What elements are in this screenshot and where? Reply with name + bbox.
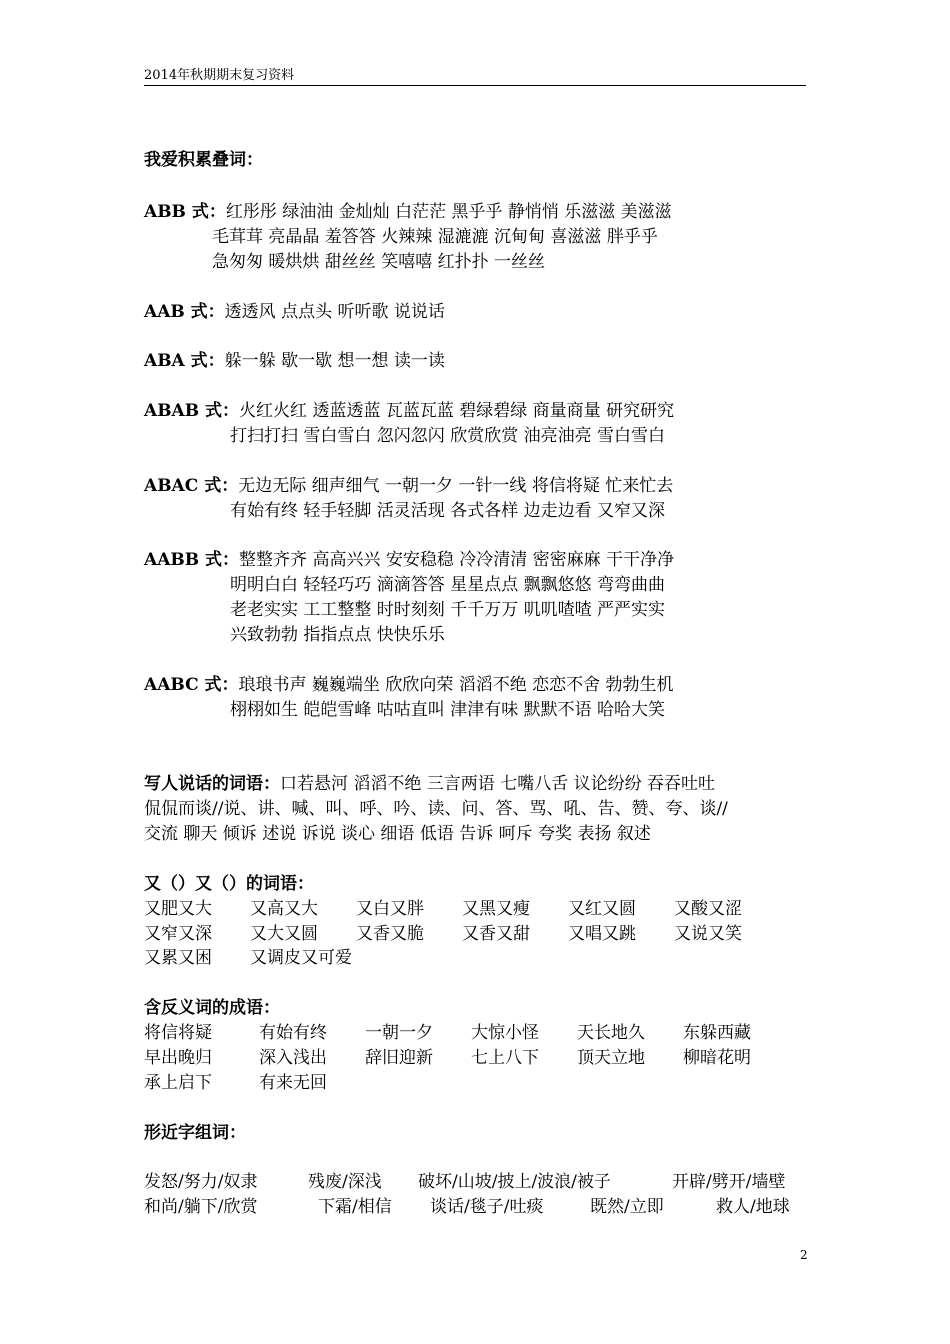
antonym-idiom: 七上八下 bbox=[471, 1048, 539, 1068]
you-word: 又窄又深 bbox=[144, 924, 212, 944]
abac-label: ABAC 式： bbox=[144, 476, 239, 496]
antonym-idiom: 天长地久 bbox=[577, 1023, 645, 1043]
similar-group: 既然/立即 bbox=[590, 1197, 664, 1217]
antonym-section-title: 含反义词的成语： bbox=[144, 998, 280, 1018]
aabc-words: 琅琅书声 巍巍端坐 欣欣向荣 滔滔不绝 恋恋不舍 勃勃生机 bbox=[238, 675, 674, 695]
aabb-line-4: 兴致勃勃 指指点点 快快乐乐 bbox=[230, 625, 445, 645]
antonym-row-1 bbox=[144, 1021, 751, 1045]
antonym-idiom: 顶天立地 bbox=[577, 1048, 645, 1068]
abb-line-2: 毛茸茸 亮晶晶 羞答答 火辣辣 湿漉漉 沉甸甸 喜滋滋 胖乎乎 bbox=[212, 227, 658, 247]
abac-line-2: 有始有终 轻手轻脚 活灵活现 各式各样 边走边看 又窄又深 bbox=[230, 501, 666, 521]
abab-line-2: 打扫打扫 雪白雪白 忽闪忽闪 欣赏欣赏 油亮油亮 雪白雪白 bbox=[230, 426, 666, 446]
you-word: 又香又甜 bbox=[462, 924, 530, 944]
page-header: 2014年秋期期末复习资料 bbox=[144, 68, 295, 83]
similar-group: 发怒/努力/奴隶 bbox=[144, 1172, 258, 1192]
section-title-overlap-words: 我爱积累叠词： bbox=[144, 150, 263, 170]
speech-label: 写人说话的词语： bbox=[144, 774, 280, 794]
you-word: 又唱又跳 bbox=[568, 924, 636, 944]
aabb-line-1 bbox=[144, 548, 674, 572]
you-row-3 bbox=[144, 946, 352, 970]
similar-group: 开辟/劈开/墙壁 bbox=[672, 1172, 786, 1192]
page-number: 2 bbox=[800, 1248, 808, 1262]
speech-line-2: 侃侃而谈//说、讲、喊、叫、呼、吟、读、问、答、骂、吼、告、赞、夸、谈// bbox=[144, 799, 728, 819]
you-section-title: 又（）又（）的词语： bbox=[144, 874, 314, 894]
speech-line-3: 交流 聊天 倾诉 述说 诉说 谈心 细语 低语 告诉 呵斥 夸奖 表扬 叙述 bbox=[144, 824, 651, 844]
speech-words: 口若悬河 滔滔不绝 三言两语 七嘴八舌 议论纷纷 吞吞吐吐 bbox=[280, 774, 716, 794]
antonym-idiom: 有来无回 bbox=[259, 1073, 327, 1093]
you-word: 又大又圆 bbox=[250, 924, 318, 944]
you-word: 又高又大 bbox=[250, 899, 318, 919]
antonym-idiom: 大惊小怪 bbox=[471, 1023, 539, 1043]
aabc-line-1 bbox=[144, 673, 674, 697]
antonym-idiom: 深入浅出 bbox=[259, 1048, 327, 1068]
aab-words: 透透风 点点头 听听歌 说说话 bbox=[224, 302, 445, 322]
aab-label: AAB 式： bbox=[144, 302, 225, 322]
similar-chars-section-title: 形近字组词： bbox=[144, 1123, 246, 1143]
you-word: 又累又困 bbox=[144, 948, 212, 968]
antonym-idiom: 东躲西藏 bbox=[683, 1023, 751, 1043]
abb-line-1 bbox=[144, 200, 672, 224]
aabc-label: AABC 式： bbox=[144, 675, 239, 695]
you-word: 又酸又涩 bbox=[674, 899, 742, 919]
abac-line-1 bbox=[144, 474, 673, 498]
abab-label: ABAB 式： bbox=[144, 401, 240, 421]
similar-group: 救人/地球 bbox=[716, 1197, 790, 1217]
aba-words: 躲一躲 歇一歇 想一想 读一读 bbox=[224, 351, 445, 371]
aabb-words: 整整齐齐 高高兴兴 安安稳稳 冷冷清清 密密麻麻 干干净净 bbox=[239, 550, 675, 570]
abb-words: 红彤彤 绿油油 金灿灿 白茫茫 黑乎乎 静悄悄 乐滋滋 美滋滋 bbox=[225, 202, 672, 222]
you-word: 又红又圆 bbox=[568, 899, 636, 919]
similar-group: 谈话/毯子/吐痰 bbox=[430, 1197, 544, 1217]
antonym-idiom: 将信将疑 bbox=[144, 1023, 212, 1043]
similar-group: 破坏/山坡/披上/波浪/被子 bbox=[418, 1172, 611, 1192]
aabb-line-3: 老老实实 工工整整 时时刻刻 千千万万 叽叽喳喳 严严实实 bbox=[230, 600, 666, 620]
antonym-row-3 bbox=[144, 1071, 327, 1095]
similar-row-1 bbox=[144, 1170, 785, 1194]
similar-group: 和尚/躺下/欣赏 bbox=[144, 1197, 258, 1217]
speech-line-1 bbox=[144, 772, 715, 796]
aab-line bbox=[144, 300, 445, 324]
you-row-1 bbox=[144, 897, 742, 921]
header-divider bbox=[144, 85, 806, 86]
you-row-2 bbox=[144, 922, 742, 946]
you-word: 又肥又大 bbox=[144, 899, 212, 919]
abb-label: ABB 式： bbox=[144, 202, 226, 222]
aabb-line-2: 明明白白 轻轻巧巧 滴滴答答 星星点点 飘飘悠悠 弯弯曲曲 bbox=[230, 575, 666, 595]
similar-row-2 bbox=[144, 1195, 790, 1219]
abac-words: 无边无际 细声细气 一朝一夕 一针一线 将信将疑 忙来忙去 bbox=[238, 476, 674, 496]
similar-group: 残废/深浅 bbox=[308, 1172, 382, 1192]
antonym-idiom: 柳暗花明 bbox=[683, 1048, 751, 1068]
aabc-line-2: 栩栩如生 皑皑雪峰 咕咕直叫 津津有味 默默不语 哈哈大笑 bbox=[230, 700, 666, 720]
antonym-idiom: 有始有终 bbox=[259, 1023, 327, 1043]
antonym-idiom: 承上启下 bbox=[144, 1073, 212, 1093]
antonym-idiom: 辞旧迎新 bbox=[365, 1048, 433, 1068]
aba-line bbox=[144, 349, 445, 373]
you-word: 又黑又瘦 bbox=[462, 899, 530, 919]
aabb-label: AABB 式： bbox=[144, 550, 240, 570]
you-word: 又说又笑 bbox=[674, 924, 742, 944]
antonym-idiom: 一朝一夕 bbox=[365, 1023, 433, 1043]
abb-line-3: 急匆匆 暖烘烘 甜丝丝 笑嘻嘻 红扑扑 一丝丝 bbox=[212, 252, 546, 272]
you-word: 又香又脆 bbox=[356, 924, 424, 944]
you-word: 又白又胖 bbox=[356, 899, 424, 919]
antonym-idiom: 早出晚归 bbox=[144, 1048, 212, 1068]
abab-line-1 bbox=[144, 399, 674, 423]
abab-words: 火红火红 透蓝透蓝 瓦蓝瓦蓝 碧绿碧绿 商量商量 研究研究 bbox=[239, 401, 675, 421]
you-word: 又调皮又可爱 bbox=[250, 948, 352, 968]
aba-label: ABA 式： bbox=[144, 351, 225, 371]
similar-group: 下霜/相信 bbox=[318, 1197, 392, 1217]
antonym-row-2 bbox=[144, 1046, 751, 1070]
